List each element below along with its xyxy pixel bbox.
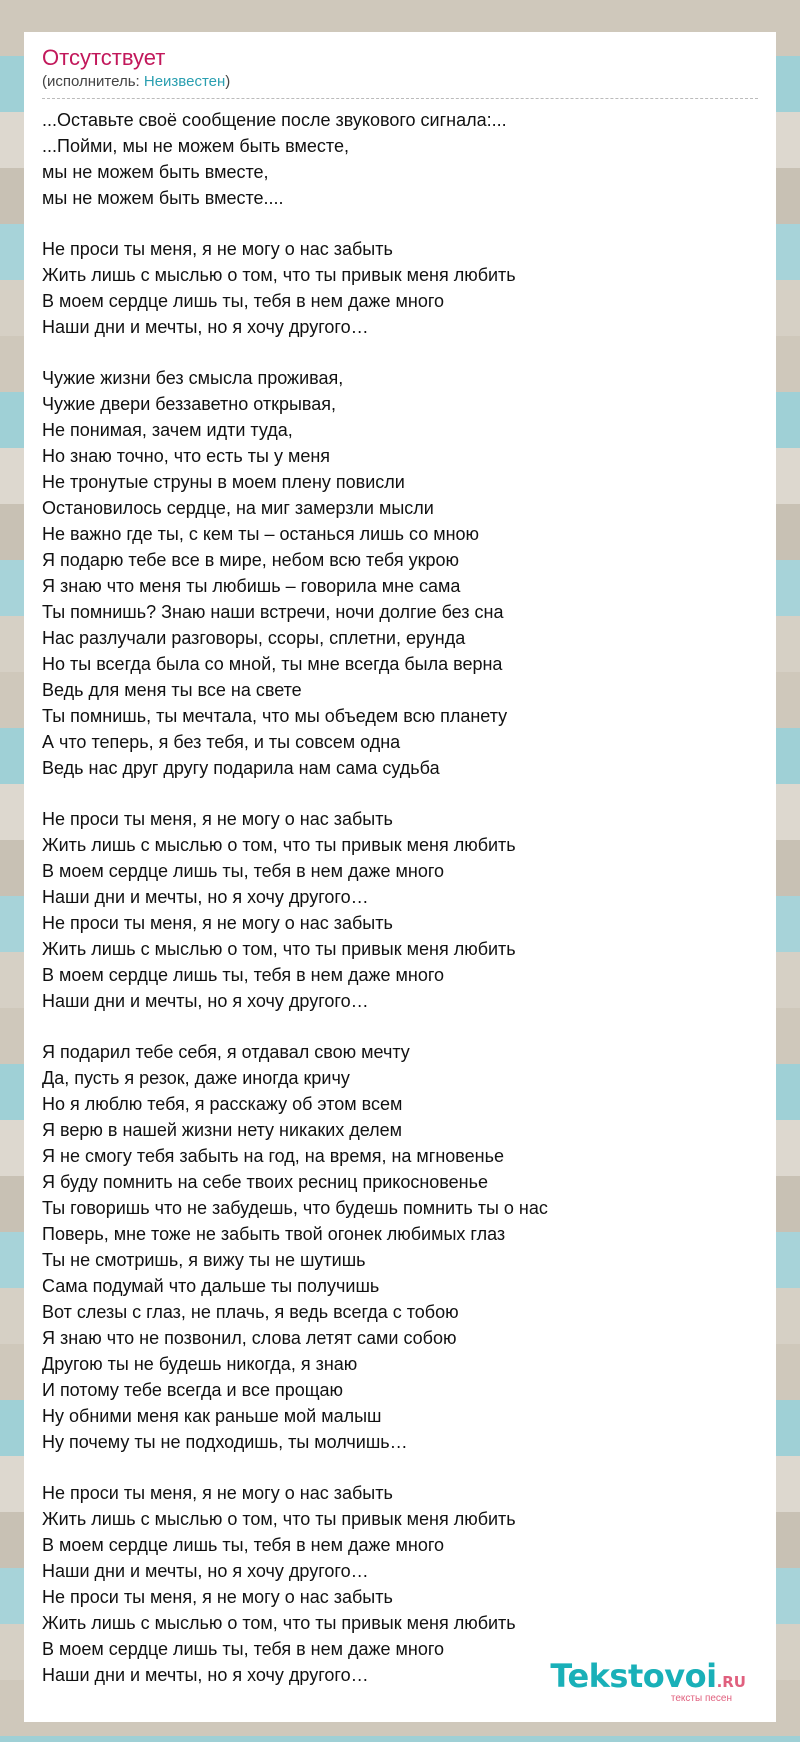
lyric-line: Нас разлучали разговоры, ссоры, сплетни, ерунда (42, 628, 466, 648)
lyric-line: ...Оставьте своё сообщение после звукового сигнала:... (42, 110, 507, 130)
lyric-line: Не важно где ты, с кем ты – останься лишь со мною (42, 524, 480, 544)
site-logo[interactable] (550, 1659, 746, 1704)
lyric-line: Не проси ты меня, я не могу о нас забыть (42, 913, 393, 933)
song-title: Отсутствует (42, 45, 166, 70)
lyric-line: В моем сердце лишь ты, тебя в нем даже много (42, 291, 445, 311)
lyric-line: Не тронутые струны в моем плену повисли (42, 472, 405, 492)
lyric-line: Ведь нас друг другу подарила нам сама судьба (42, 758, 440, 778)
lyric-line: Вот слезы с глаз, не плачь, я ведь всегда с тобою (42, 1302, 459, 1322)
lyric-line: В моем сердце лишь ты, тебя в нем даже много (42, 861, 445, 881)
lyric-line: Не проси ты меня, я не могу о нас забыть (42, 809, 393, 829)
lyric-line: Ты говоришь что не забудешь, что будешь помнить ты о нас (42, 1198, 548, 1218)
stanza (42, 107, 758, 211)
lyric-line: Ты помнишь? Знаю наши встречи, ночи долгие без сна (42, 602, 504, 622)
artist-suffix: ) (225, 73, 231, 90)
lyric-line: В моем сердце лишь ты, тебя в нем даже много (42, 1535, 445, 1555)
stanza (42, 806, 758, 1014)
lyrics-card (24, 32, 776, 1722)
lyric-line: Но знаю точно, что есть ты у меня (42, 446, 331, 466)
lyric-line: Чужие двери беззаветно открывая, (42, 394, 337, 414)
lyric-line: Я не смогу тебя забыть на год, на время, на мгновенье (42, 1146, 504, 1166)
lyric-line: Ты не смотришь, я вижу ты не шутишь (42, 1250, 366, 1270)
lyric-line: Наши дни и мечты, но я хочу другого… (42, 991, 369, 1011)
lyric-line: Я подарил тебе себя, я отдавал свою мечту (42, 1042, 410, 1062)
lyric-line: Другою ты не будешь никогда, я знаю (42, 1354, 358, 1374)
stanza-gap (42, 1455, 758, 1480)
lyric-line: В моем сердце лишь ты, тебя в нем даже много (42, 1639, 445, 1659)
lyric-line: мы не можем быть вместе, (42, 162, 269, 182)
lyric-line: Поверь, мне тоже не забыть твой огонек любимых глаз (42, 1224, 506, 1244)
stanza (42, 365, 758, 781)
lyric-line: В моем сердце лишь ты, тебя в нем даже много (42, 965, 445, 985)
logo-name: Tekstovoi (550, 1657, 717, 1695)
artist-prefix: (исполнитель: (42, 73, 144, 90)
lyric-line: Но ты всегда была со мной, ты мне всегда была верна (42, 654, 503, 674)
lyric-line: Жить лишь с мыслью о том, что ты привык меня любить (42, 1613, 516, 1633)
lyric-line: Не проси ты меня, я не могу о нас забыть (42, 1483, 393, 1503)
lyric-line: Жить лишь с мыслью о том, что ты привык меня любить (42, 265, 516, 285)
lyric-line: Ты помнишь, ты мечтала, что мы объедем всю планету (42, 706, 508, 726)
lyric-line: мы не можем быть вместе.... (42, 188, 284, 208)
lyric-line: Наши дни и мечты, но я хочу другого… (42, 887, 369, 907)
artist-link[interactable]: Неизвестен (143, 73, 226, 90)
song-header (42, 44, 758, 99)
lyric-line: Чужие жизни без смысла проживая, (42, 368, 344, 388)
lyric-line: Я верю в нашей жизни нету никаких делем (42, 1120, 403, 1140)
logo-tld: .RU (716, 1673, 746, 1691)
logo-tagline: тексты песен (670, 1693, 732, 1704)
stanza (42, 236, 758, 340)
lyric-line: ...Пойми, мы не можем быть вместе, (42, 136, 349, 156)
stanza-gap (42, 1014, 758, 1039)
lyric-line: Я буду помнить на себе твоих ресниц прикосновенье (42, 1172, 489, 1192)
lyric-line: Не проси ты меня, я не могу о нас забыть (42, 1587, 393, 1607)
stanza-gap (42, 781, 758, 806)
lyric-line: И потому тебе всегда и все прощаю (42, 1380, 344, 1400)
lyric-line: Да, пусть я резок, даже иногда кричу (42, 1068, 350, 1088)
stanza-gap (42, 211, 758, 236)
lyric-line: Жить лишь с мыслью о том, что ты привык меня любить (42, 835, 516, 855)
lyrics-body (42, 107, 758, 1688)
lyric-line: Жить лишь с мыслью о том, что ты привык меня любить (42, 939, 516, 959)
lyric-line: Не понимая, зачем идти туда, (42, 420, 293, 440)
lyric-line: Не проси ты меня, я не могу о нас забыть (42, 239, 393, 259)
lyric-line: Я подарю тебе все в мире, небом всю тебя укрою (42, 550, 459, 570)
lyric-line: Наши дни и мечты, но я хочу другого… (42, 1665, 369, 1685)
artist-line (42, 72, 758, 99)
lyric-line: Ведь для меня ты все на свете (42, 680, 302, 700)
lyric-line: Ну обними меня как раньше мой малыш (42, 1406, 382, 1426)
lyric-line: Наши дни и мечты, но я хочу другого… (42, 317, 369, 337)
stanza-gap (42, 340, 758, 365)
lyric-line: Жить лишь с мыслью о том, что ты привык меня любить (42, 1509, 516, 1529)
lyric-line: Сама подумай что дальше ты получишь (42, 1276, 380, 1296)
lyric-line: Я знаю что меня ты любишь – говорила мне сама (42, 576, 461, 596)
lyric-line: Наши дни и мечты, но я хочу другого… (42, 1561, 369, 1581)
lyric-line: Я знаю что не позвонил, слова летят сами собою (42, 1328, 457, 1348)
lyric-line: Но я люблю тебя, я расскажу об этом всем (42, 1094, 403, 1114)
lyric-line: Остановилось сердце, на миг замерзли мысли (42, 498, 434, 518)
lyric-line: Ну почему ты не подходишь, ты молчишь… (42, 1432, 408, 1452)
lyric-line: А что теперь, я без тебя, и ты совсем одна (42, 732, 401, 752)
stanza (42, 1039, 758, 1455)
